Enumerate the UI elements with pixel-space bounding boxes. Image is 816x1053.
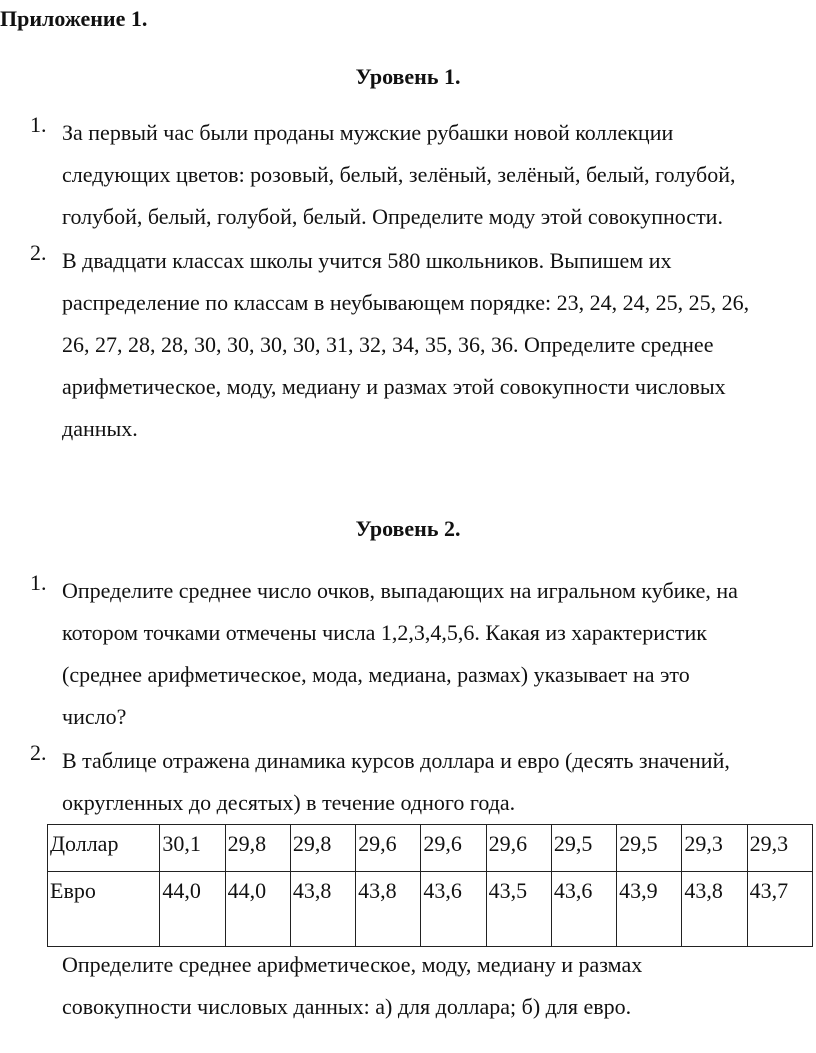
task-text: [62, 570, 816, 738]
table-cell: 44,0: [160, 872, 225, 947]
table-cell: 43,6: [421, 872, 486, 947]
table-cell: 43,6: [551, 872, 616, 947]
level1-task-1: [30, 112, 816, 238]
table-row-euro: [48, 872, 813, 947]
text-line: распределение по классам в неубывающем порядке: 23, 24, 24, 25, 25, 26,: [62, 290, 750, 315]
text-line: данных.: [62, 416, 138, 441]
task-text: [62, 740, 816, 824]
text-line: (среднее арифметическое, мода, медиана, размах) указывает на это: [62, 662, 690, 687]
level1-title: Уровень 1.: [355, 64, 461, 89]
appendix-title: Приложение 1.: [0, 6, 148, 31]
task-number: 2.: [30, 740, 47, 765]
text-line: арифметическое, моду, медиану и размах этой совокупности числовых: [62, 374, 726, 399]
text-line: За первый час были проданы мужские рубашки новой коллекции: [62, 120, 674, 145]
row-label: Евро: [48, 872, 160, 947]
text-line: Определите среднее число очков, выпадающих на игральном кубике, на: [62, 578, 738, 603]
table-cell: 43,8: [290, 872, 355, 947]
table-cell: 43,8: [682, 872, 747, 947]
text-line: округленных до десятых) в течение одного года.: [62, 790, 516, 815]
task-number: 1.: [30, 570, 47, 595]
table-cell: 30,1: [160, 825, 225, 872]
table-cell: 43,8: [356, 872, 421, 947]
text-line: 26, 27, 28, 28, 30, 30, 30, 30, 31, 32, 34, 35, 36, 36. Определите среднее: [62, 332, 714, 357]
table-cell: 29,5: [617, 825, 682, 872]
text-line: Определите среднее арифметическое, моду, медиану и размах: [62, 952, 643, 977]
currency-table: [47, 824, 813, 947]
table-cell: 43,5: [486, 872, 551, 947]
table-row-dollar: [48, 825, 813, 872]
text-line: котором точками отмечены числа 1,2,3,4,5,6. Какая из характеристик: [62, 620, 707, 645]
level2-task-2: [30, 740, 816, 824]
text-line: совокупности числовых данных: а) для доллара; б) для евро.: [62, 994, 632, 1019]
task-number: 2.: [30, 240, 47, 265]
task-text: [62, 240, 816, 450]
table-cell: 29,6: [356, 825, 421, 872]
table-cell: 43,7: [747, 872, 812, 947]
after-table-text: [62, 944, 814, 1028]
text-line: число?: [62, 704, 127, 729]
level2-title: Уровень 2.: [355, 516, 461, 541]
text-line: В двадцати классах школы учится 580 школьников. Выпишем их: [62, 248, 672, 273]
table-cell: 29,8: [225, 825, 290, 872]
table-cell: 29,8: [290, 825, 355, 872]
text-line: следующих цветов: розовый, белый, зелёный, зелёный, белый, голубой,: [62, 162, 736, 187]
task-text: [62, 112, 816, 238]
level2-task-1: [30, 570, 816, 738]
table-cell: 29,3: [747, 825, 812, 872]
table-cell: 29,6: [421, 825, 486, 872]
task-number: 1.: [30, 112, 47, 137]
text-line: голубой, белый, голубой, белый. Определите моду этой совокупности.: [62, 204, 723, 229]
table-cell: 29,3: [682, 825, 747, 872]
row-label: Доллар: [48, 825, 160, 872]
table-cell: 43,9: [617, 872, 682, 947]
text-line: В таблице отражена динамика курсов доллара и евро (десять значений,: [62, 748, 730, 773]
table-cell: 29,6: [486, 825, 551, 872]
level1-task-2: [30, 240, 816, 450]
table-cell: 44,0: [225, 872, 290, 947]
table-cell: 29,5: [551, 825, 616, 872]
